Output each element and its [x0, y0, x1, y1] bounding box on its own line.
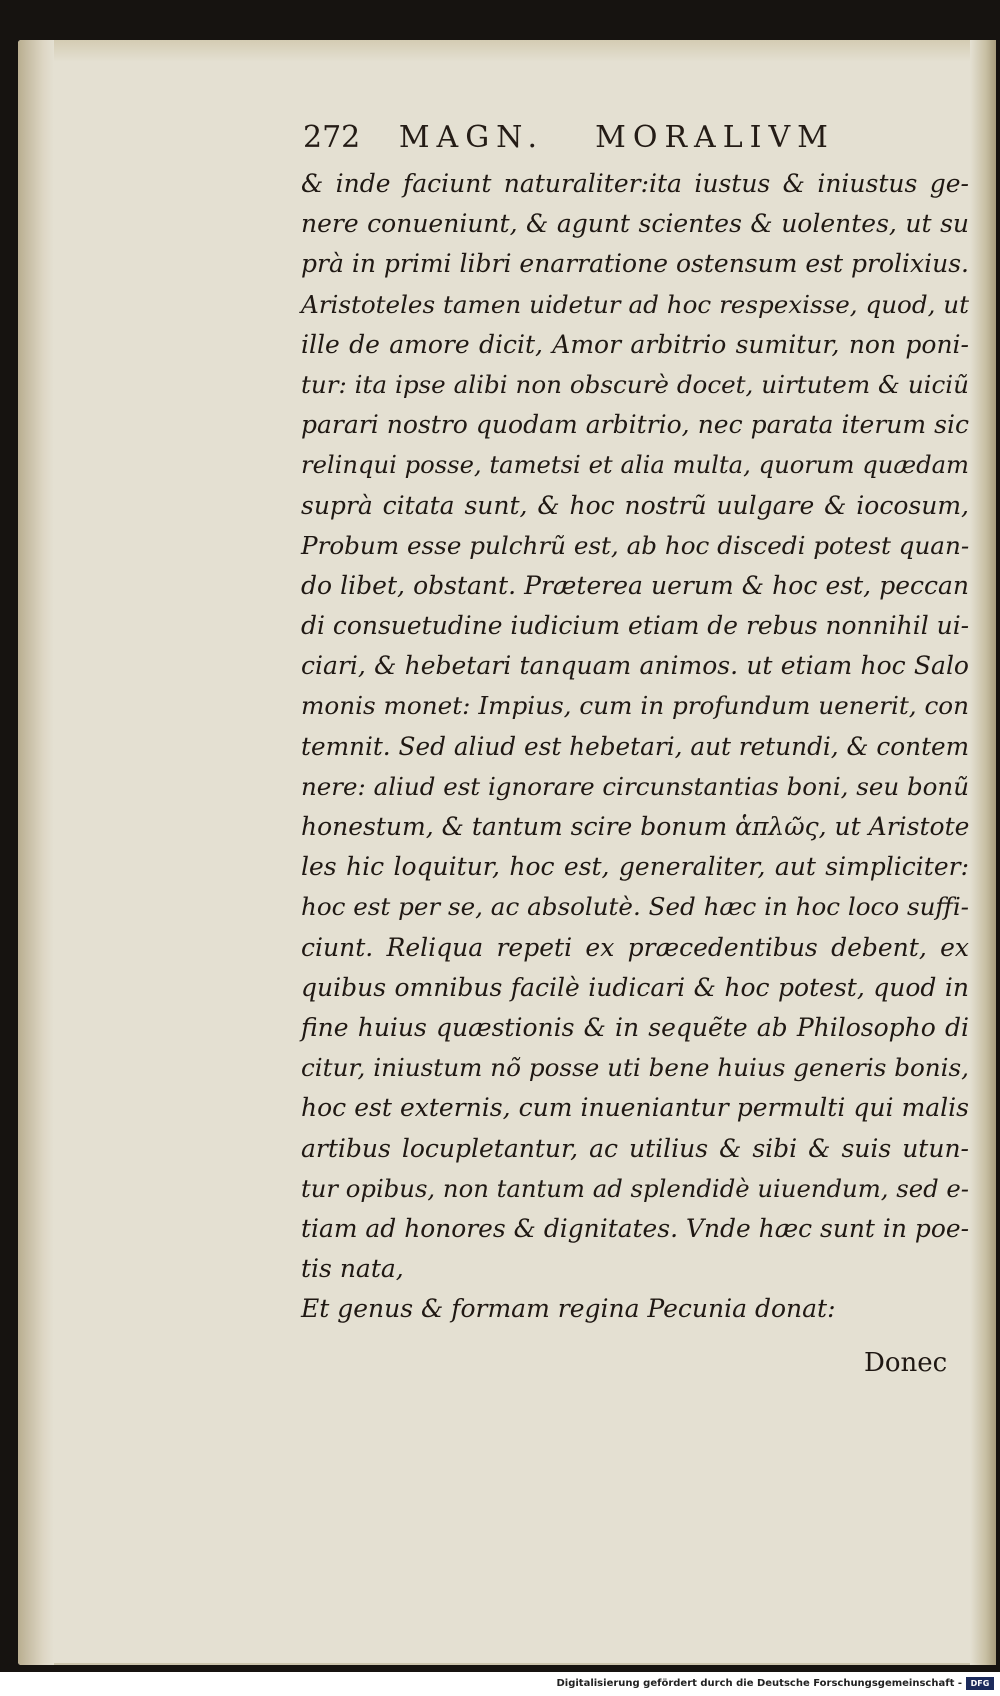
- text-line: ciari, & hebetari tanquam animos. ut etiam hoc Salo: [301, 651, 969, 681]
- text-line: suprà citata sunt, & hoc nostrũ uulgare & iocosum,: [301, 490, 969, 520]
- running-head-left: MAGN.: [398, 120, 545, 155]
- running-head: [303, 120, 903, 164]
- text-line: ille de amore dicit, Amor arbitrio sumitur, non poni-: [301, 329, 969, 359]
- page-top-shadow: [54, 40, 970, 62]
- text-line: fine huius quæstionis & in sequẽte ab Philosopho di: [301, 1012, 969, 1042]
- page-gutter-shadow: [18, 40, 54, 1665]
- text-line: relinqui posse, tametsi et alia multa, quorum quædam: [301, 451, 969, 480]
- text-line: & inde faciunt naturaliter:ita iustus & iniustus ge-: [301, 169, 969, 198]
- text-line: les hic loquitur, hoc est, generaliter, aut simpliciter:: [301, 852, 969, 882]
- text-line: quibus omnibus facilè iudicari & hoc potest, quod in: [301, 972, 969, 1002]
- text-line: do libet, obstant. Præterea uerum & hoc est, peccan: [301, 570, 969, 600]
- text-line: Aristoteles tamen uidetur ad hoc respexisse, quod, ut: [301, 289, 969, 319]
- text-line: artibus locupletantur, ac utilius & sibi & suis utun-: [301, 1133, 969, 1163]
- verse-line: Et genus & formam regina Pecunia donat:: [301, 1294, 836, 1324]
- text-line: ciunt. Reliqua repeti ex præcedentibus debent, ex: [301, 932, 969, 962]
- text-line: tur opibus, non tantum ad splendidè uiuendum, sed e-: [301, 1173, 969, 1203]
- text-line: parari nostro quodam arbitrio, nec parata iterum sic: [301, 410, 969, 440]
- dfg-logo: DFG: [966, 1677, 994, 1690]
- text-line: tiam ad honores & dignitates. Vnde hæc sunt in poe-: [301, 1213, 969, 1243]
- catchword: Donec: [864, 1348, 948, 1378]
- text-line: Probum esse pulchrũ est, ab hoc discedi potest quan-: [301, 530, 970, 560]
- page-number: 272: [303, 120, 361, 155]
- funding-credit: Digitalisierung gefördert durch die Deutsche Forschungsgemeinschaft -: [556, 1678, 962, 1689]
- text-line: temnit. Sed aliud est hebetari, aut retundi, & contem: [301, 731, 970, 761]
- text-line: citur, iniustum nõ posse uti bene huius generis bonis,: [301, 1053, 969, 1083]
- text-line: tur: ita ipse alibi non obscurè docet, uirtutem & uiciũ: [301, 369, 969, 399]
- running-head-right: MORALIVM: [595, 120, 835, 155]
- text-line: prà in primi libri enarratione ostensum est prolixius.: [301, 249, 969, 279]
- body-text: [301, 164, 969, 1329]
- text-line: hoc est per se, ac absolutè. Sed hæc in hoc loco suffi-: [301, 892, 969, 922]
- text-line: nere: aliud est ignorare circunstantias boni, seu bonũ: [301, 771, 969, 801]
- text-line: nere conueniunt, & agunt scientes & uolentes, ut su: [301, 209, 969, 239]
- text-line: monis monet: Impius, cum in profundum uenerit, con: [301, 691, 969, 721]
- text-line: tis nata,: [301, 1254, 404, 1284]
- text-line: honestum, & tantum scire bonum ἁπλῶς, ut Aristote: [301, 812, 970, 841]
- text-line: di consuetudine iudicium etiam de rebus nonnihil ui-: [301, 611, 970, 641]
- page-fore-edge: [970, 40, 996, 1665]
- text-line: hoc est externis, cum inueniantur permulti qui malis: [301, 1093, 969, 1123]
